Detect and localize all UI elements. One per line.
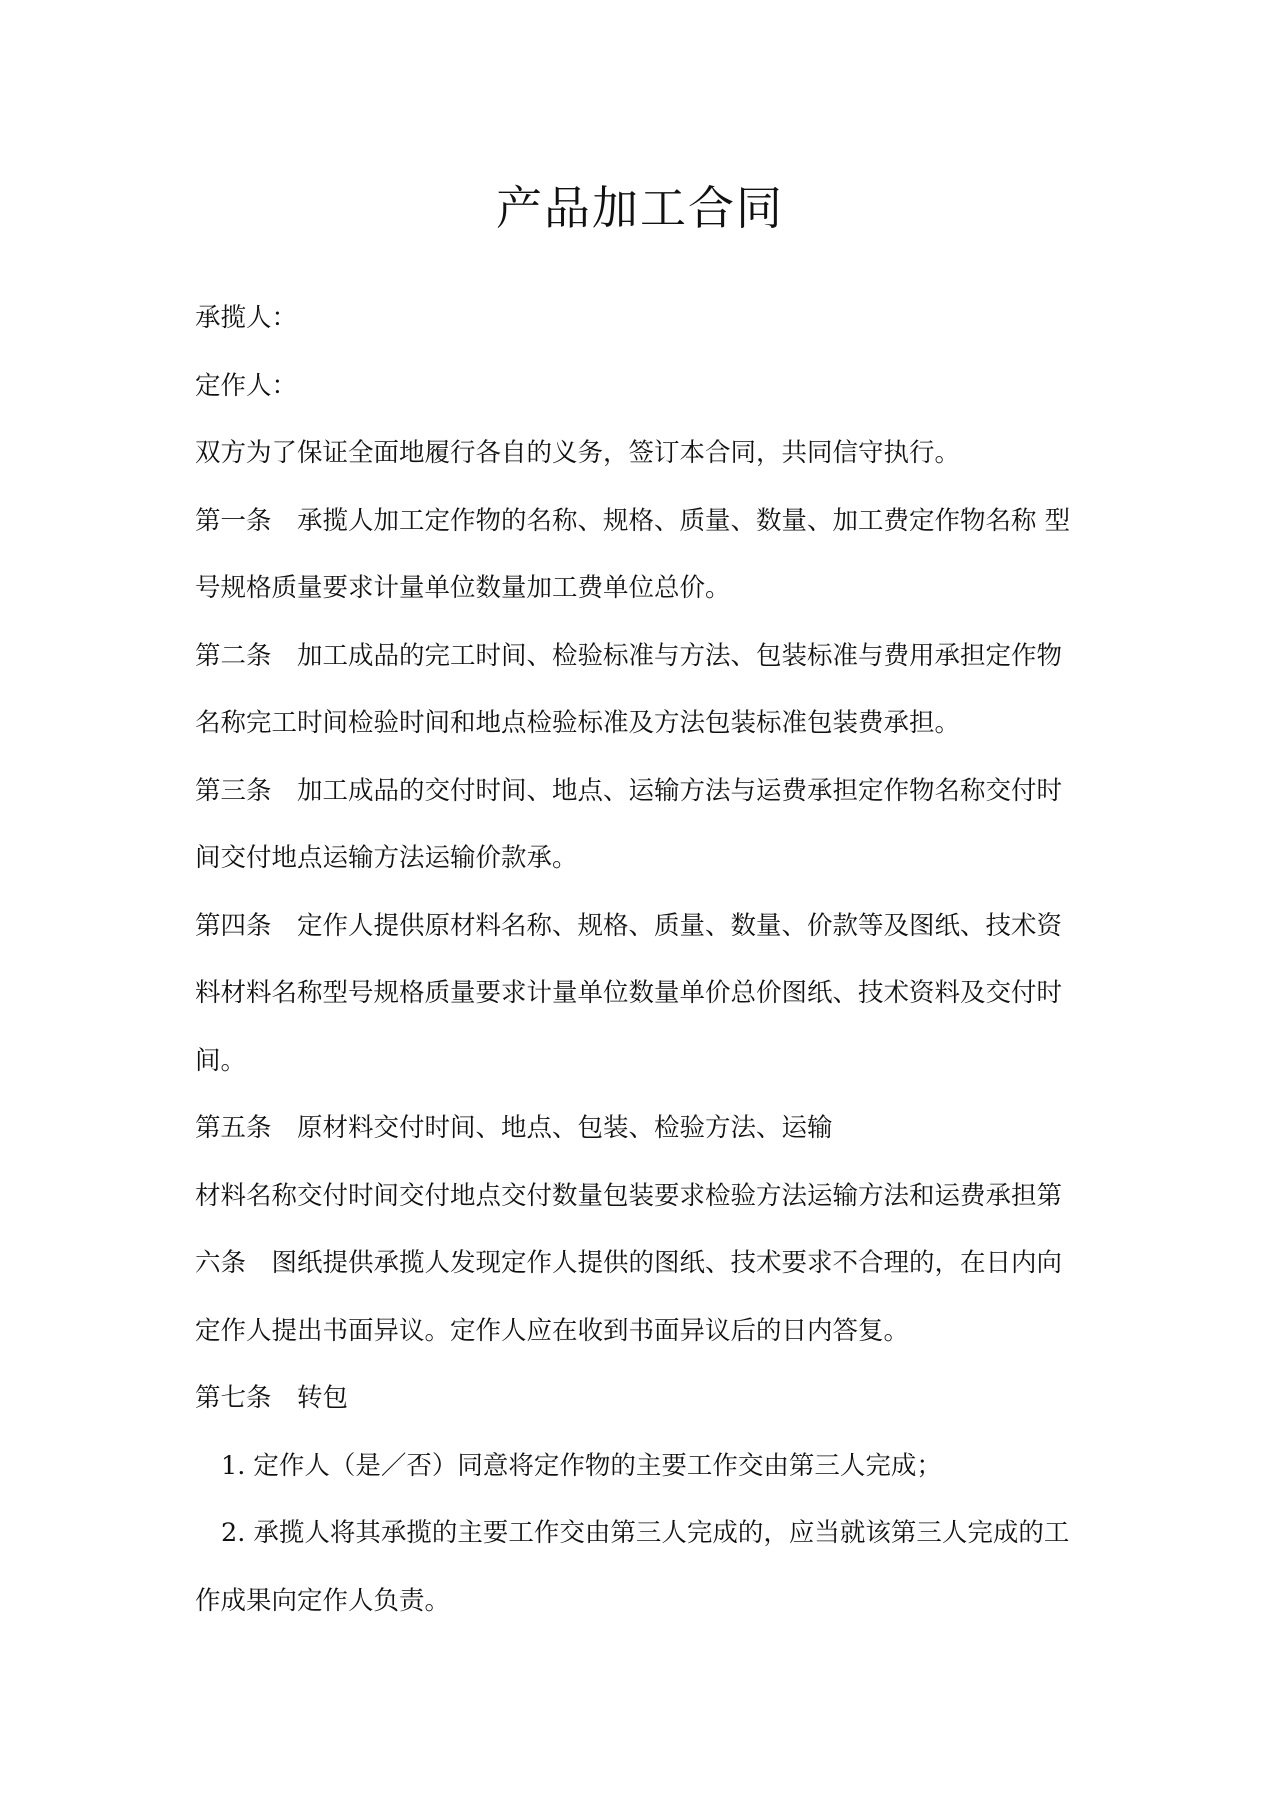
contract-body bbox=[195, 296, 1095, 1646]
list-item-1: 1. 定作人（是／否）同意将定作物的主要工作交由第三人完成； bbox=[221, 1450, 942, 1481]
text-line-article-7: 第七条 转包 bbox=[195, 1383, 349, 1413]
text-line-article-5: 第五条 原材料交付时间、地点、包装、检验方法、运输 bbox=[195, 1113, 833, 1143]
text-line-article-3: 第三条 加工成品的交付时间、地点、运输方法与运费承担定作物名称交付时 bbox=[195, 775, 1063, 806]
text-line: 作成果向定作人负责。 bbox=[195, 1585, 451, 1616]
text-line: 定作人提出书面异议。定作人应在收到书面异议后的日内答复。 bbox=[195, 1315, 910, 1346]
text-line: 号规格质量要求计量单位数量加工费单位总价。 bbox=[195, 573, 731, 603]
text-line-article-2: 第二条 加工成品的完工时间、检验标准与方法、包装标准与费用承担定作物 bbox=[195, 640, 1063, 671]
text-line: 间交付地点运输方法运输价款承。 bbox=[195, 843, 578, 873]
text-line: 间。 bbox=[195, 1045, 247, 1076]
text-line-article-4: 第四条 定作人提供原材料名称、规格、质量、数量、价款等及图纸、技术资 bbox=[195, 910, 1063, 941]
text-line-contractor: 承揽人： bbox=[195, 303, 298, 333]
text-line-article-1: 第一条 承揽人加工定作物的名称、规格、质量、数量、加工费定作物名称 型 bbox=[195, 505, 1071, 536]
text-line-client: 定作人： bbox=[195, 370, 298, 401]
text-line: 名称完工时间检验时间和地点检验标准及方法包装标准包装费承担。 bbox=[195, 708, 961, 738]
text-line-article-6: 六条 图纸提供承揽人发现定作人提供的图纸、技术要求不合理的，在日内向 bbox=[195, 1248, 1063, 1278]
list-item-2: 2. 承揽人将其承揽的主要工作交由第三人完成的，应当就该第三人完成的工 bbox=[221, 1518, 1070, 1548]
text-line: 材料名称交付时间交付地点交付数量包装要求检验方法运输方法和运费承担第 bbox=[195, 1180, 1063, 1211]
text-line: 料材料名称型号规格质量要求计量单位数量单价总价图纸、技术资料及交付时 bbox=[195, 978, 1063, 1008]
document-title: 产品加工合同 bbox=[496, 181, 784, 235]
text-line: 双方为了保证全面地履行各自的义务，签订本合同，共同信守执行。 bbox=[195, 438, 961, 468]
